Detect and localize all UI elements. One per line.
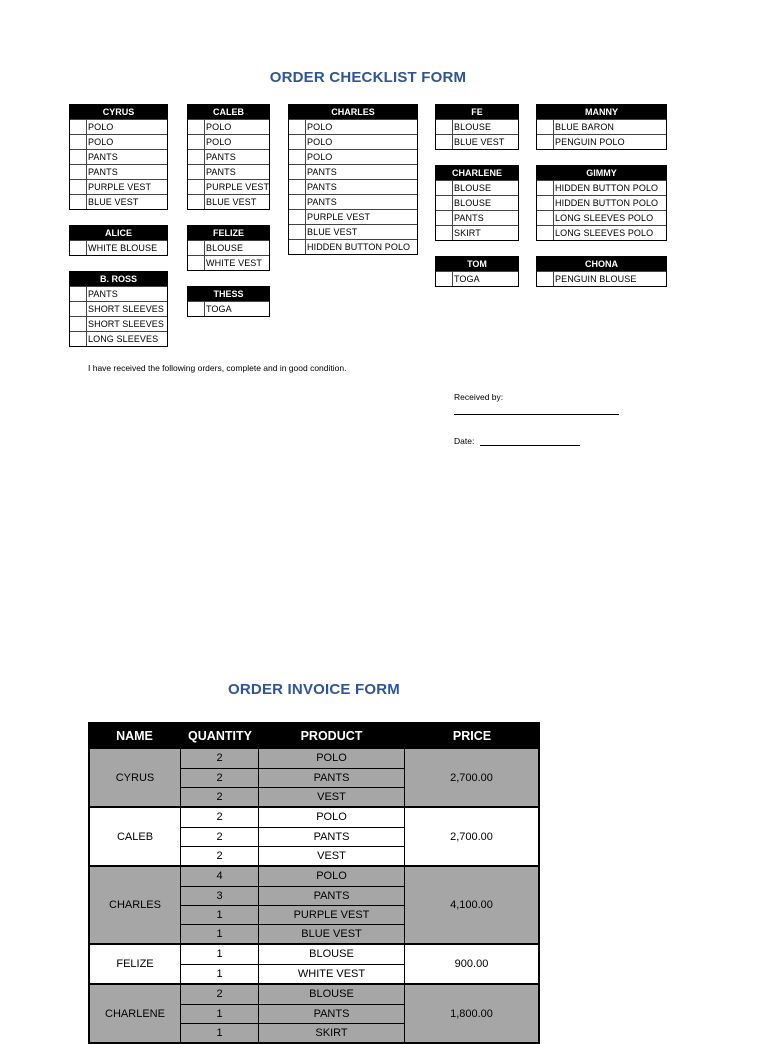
checklist-row xyxy=(537,134,666,149)
checklist-row xyxy=(289,179,417,194)
item-label: POLO xyxy=(88,122,114,132)
card-felize xyxy=(187,225,270,271)
checkbox[interactable] xyxy=(188,256,205,270)
checkbox[interactable] xyxy=(289,135,306,149)
card-thess xyxy=(187,286,270,317)
checkbox[interactable] xyxy=(70,120,87,134)
item-label: HIDDEN BUTTON POLO xyxy=(307,242,411,252)
card-header: CALEB xyxy=(188,105,269,119)
item-label: WHITE BLOUSE xyxy=(88,243,158,253)
item-label: TOGA xyxy=(206,304,232,314)
checkbox[interactable] xyxy=(188,195,205,209)
checklist-row xyxy=(537,225,666,240)
checkbox[interactable] xyxy=(537,211,554,225)
invoice-table xyxy=(88,722,540,1044)
card-header: CHARLENE xyxy=(436,166,518,180)
item-label: POLO xyxy=(307,122,333,132)
checklist-row xyxy=(289,224,417,239)
quantity-cell: 2 xyxy=(181,847,259,865)
quantity-cell: 2 xyxy=(181,808,259,827)
invoice-title: ORDER INVOICE FORM xyxy=(228,681,400,698)
item-label: PANTS xyxy=(88,167,118,177)
item-label: PANTS xyxy=(454,213,484,223)
card-cyrus xyxy=(69,104,168,210)
checkbox[interactable] xyxy=(70,180,87,194)
checkbox[interactable] xyxy=(188,120,205,134)
customer-name: CHARLENE xyxy=(90,985,181,1042)
quantity-cell: 2 xyxy=(181,985,259,1004)
checkbox[interactable] xyxy=(188,135,205,149)
product-cell: BLOUSE xyxy=(309,988,354,1000)
checklist-row xyxy=(70,134,167,149)
item-label: WHITE VEST xyxy=(206,258,263,268)
item-label: PANTS xyxy=(206,152,236,162)
invoice-group xyxy=(88,808,540,867)
card-fe xyxy=(435,104,519,150)
card-header: FELIZE xyxy=(188,226,269,240)
item-label: BLOUSE xyxy=(454,183,492,193)
checklist-row xyxy=(70,240,167,255)
card-header: CYRUS xyxy=(70,105,167,119)
card-charles xyxy=(288,104,418,255)
checkbox[interactable] xyxy=(537,135,554,149)
checklist-row xyxy=(436,195,518,210)
order-line xyxy=(181,768,404,787)
checkbox[interactable] xyxy=(70,241,87,255)
item-label: SKIRT xyxy=(454,228,481,238)
item-label: POLO xyxy=(88,137,114,147)
product-cell: BLUE VEST xyxy=(301,928,362,940)
checkbox[interactable] xyxy=(70,150,87,164)
order-line xyxy=(181,985,404,1004)
header-quantity: QUANTITY xyxy=(188,728,252,743)
checkbox[interactable] xyxy=(289,240,306,254)
product-cell: PANTS xyxy=(313,831,350,843)
received-by-label: Received by: xyxy=(454,392,504,402)
quantity-cell: 2 xyxy=(181,828,259,846)
item-label: BLUE BARON xyxy=(555,122,615,132)
header-price: PRICE xyxy=(452,728,492,743)
item-label: BLUE VEST xyxy=(88,197,139,207)
checkbox[interactable] xyxy=(188,165,205,179)
checklist-title: ORDER CHECKLIST FORM xyxy=(269,69,467,86)
card-header: B. ROSS xyxy=(70,272,167,286)
product-cell: POLO xyxy=(316,811,347,823)
checklist-row xyxy=(188,179,269,194)
checklist-row xyxy=(289,134,417,149)
checkbox[interactable] xyxy=(436,181,453,195)
checklist-row xyxy=(436,134,518,149)
checklist-row xyxy=(188,194,269,209)
checklist-row xyxy=(537,210,666,225)
checkbox[interactable] xyxy=(537,226,554,240)
receipt-statement: I have received the following orders, complete and in good condition. xyxy=(88,363,347,373)
quantity-cell: 2 xyxy=(181,749,259,768)
invoice-group xyxy=(88,985,540,1044)
checklist-row xyxy=(436,225,518,240)
item-label: HIDDEN BUTTON POLO xyxy=(555,198,659,208)
product-cell: VEST xyxy=(317,791,346,803)
customer-name: FELIZE xyxy=(90,945,181,983)
checkbox[interactable] xyxy=(436,211,453,225)
item-label: PURPLE VEST xyxy=(206,182,270,192)
card-charlene xyxy=(435,165,519,241)
checkbox[interactable] xyxy=(289,210,306,224)
customer-name: CALEB xyxy=(90,808,181,865)
checkbox[interactable] xyxy=(188,150,205,164)
order-line xyxy=(181,749,404,768)
checkbox[interactable] xyxy=(537,196,554,210)
invoice-group xyxy=(88,867,540,945)
item-label: POLO xyxy=(307,137,333,147)
checklist-row xyxy=(537,195,666,210)
checklist-row xyxy=(70,286,167,301)
checklist-row xyxy=(70,194,167,209)
quantity-cell: 2 xyxy=(181,788,259,806)
checklist-row xyxy=(436,119,518,134)
checkbox[interactable] xyxy=(70,332,87,346)
quantity-cell: 3 xyxy=(181,887,259,905)
item-label: PANTS xyxy=(307,197,337,207)
checkbox[interactable] xyxy=(289,165,306,179)
order-lines xyxy=(181,945,404,983)
checkbox[interactable] xyxy=(436,135,453,149)
checklist-row xyxy=(537,271,666,286)
item-label: PENGUIN BLOUSE xyxy=(555,274,637,284)
item-label: BLUE VEST xyxy=(206,197,257,207)
checklist-row xyxy=(188,255,269,270)
quantity-cell: 1 xyxy=(181,945,259,964)
item-label: POLO xyxy=(206,137,232,147)
item-label: PANTS xyxy=(307,182,337,192)
order-line xyxy=(181,886,404,905)
item-label: BLUE VEST xyxy=(454,137,505,147)
quantity-cell: 4 xyxy=(181,867,259,886)
card-header: FE xyxy=(436,105,518,119)
quantity-cell: 1 xyxy=(181,965,259,983)
checklist-row xyxy=(436,271,518,286)
checkbox[interactable] xyxy=(70,165,87,179)
item-label: LONG SLEEVES POLO xyxy=(555,213,654,223)
checkbox[interactable] xyxy=(436,226,453,240)
checklist-row xyxy=(70,316,167,331)
product-cell: POLO xyxy=(316,752,347,764)
invoice-header-row xyxy=(88,722,540,749)
date-line xyxy=(480,445,580,446)
item-label: PENGUIN POLO xyxy=(555,137,625,147)
card-header: THESS xyxy=(188,287,269,301)
order-line xyxy=(181,1023,404,1042)
checklist-row xyxy=(188,134,269,149)
received-by-signature-line xyxy=(454,414,619,415)
card-header: GIMMY xyxy=(537,166,666,180)
checklist-row xyxy=(537,180,666,195)
checklist-row xyxy=(188,149,269,164)
invoice-group xyxy=(88,749,540,808)
quantity-cell: 1 xyxy=(181,906,259,924)
order-lines xyxy=(181,867,404,943)
card-gimmy xyxy=(536,165,667,241)
checkbox[interactable] xyxy=(537,272,554,286)
item-label: POLO xyxy=(206,122,232,132)
invoice-group xyxy=(88,945,540,985)
checklist-row xyxy=(289,194,417,209)
order-lines xyxy=(181,985,404,1042)
order-line xyxy=(181,867,404,886)
card-caleb xyxy=(187,104,270,210)
customer-name: CHARLES xyxy=(90,867,181,943)
checklist-row xyxy=(436,210,518,225)
card-alice xyxy=(69,225,168,256)
price-cell: 2,700.00 xyxy=(404,749,538,806)
checkbox[interactable] xyxy=(289,195,306,209)
item-label: PURPLE VEST xyxy=(307,212,371,222)
checklist-row xyxy=(188,119,269,134)
product-cell: VEST xyxy=(317,850,346,862)
customer-name: CYRUS xyxy=(90,749,181,806)
checklist-row xyxy=(188,240,269,255)
order-line xyxy=(181,924,404,943)
checkbox[interactable] xyxy=(289,120,306,134)
quantity-cell: 1 xyxy=(181,1024,259,1042)
item-label: BLUE VEST xyxy=(307,227,358,237)
checkbox[interactable] xyxy=(70,287,87,301)
checkbox[interactable] xyxy=(436,196,453,210)
order-lines xyxy=(181,808,404,865)
card-tom xyxy=(435,256,519,287)
item-label: PANTS xyxy=(88,289,118,299)
checkbox[interactable] xyxy=(289,150,306,164)
checklist-row xyxy=(70,331,167,346)
item-label: LONG SLEEVES POLO xyxy=(555,228,654,238)
checklist-row xyxy=(289,164,417,179)
item-label: PURPLE VEST xyxy=(88,182,152,192)
checkbox[interactable] xyxy=(537,181,554,195)
product-cell: PANTS xyxy=(313,1008,350,1020)
checkbox[interactable] xyxy=(188,241,205,255)
checklist-row xyxy=(289,149,417,164)
checkbox[interactable] xyxy=(70,317,87,331)
card-header: TOM xyxy=(436,257,518,271)
checkbox[interactable] xyxy=(70,135,87,149)
checkbox[interactable] xyxy=(436,272,453,286)
order-lines xyxy=(181,749,404,806)
item-label: BLOUSE xyxy=(454,122,492,132)
item-label: LONG SLEEVES xyxy=(88,334,159,344)
date-label: Date: xyxy=(454,436,475,446)
card-header: CHONA xyxy=(537,257,666,271)
product-cell: WHITE VEST xyxy=(297,968,366,980)
order-line xyxy=(181,827,404,846)
checkbox[interactable] xyxy=(188,302,205,316)
checklist-row xyxy=(289,239,417,254)
product-cell: BLOUSE xyxy=(309,948,354,960)
checklist-row xyxy=(537,119,666,134)
card-header: ALICE xyxy=(70,226,167,240)
card-header: CHARLES xyxy=(289,105,417,119)
card-manny xyxy=(536,104,667,150)
header-name: NAME xyxy=(116,728,153,743)
item-label: SHORT SLEEVES xyxy=(88,319,164,329)
item-label: POLO xyxy=(307,152,333,162)
item-label: PANTS xyxy=(206,167,236,177)
item-label: BLOUSE xyxy=(454,198,492,208)
checklist-row xyxy=(188,164,269,179)
quantity-cell: 2 xyxy=(181,769,259,787)
checklist-row xyxy=(436,180,518,195)
price-cell: 2,700.00 xyxy=(404,808,538,865)
order-line xyxy=(181,846,404,865)
item-label: BLOUSE xyxy=(206,243,244,253)
item-label: PANTS xyxy=(88,152,118,162)
price-cell: 1,800.00 xyxy=(404,985,538,1042)
checklist-row xyxy=(70,119,167,134)
card-header: MANNY xyxy=(537,105,666,119)
product-cell: PANTS xyxy=(313,890,350,902)
order-line xyxy=(181,787,404,806)
price-cell: 4,100.00 xyxy=(404,867,538,943)
quantity-cell: 1 xyxy=(181,1005,259,1023)
item-label: PANTS xyxy=(307,167,337,177)
order-line xyxy=(181,964,404,983)
product-cell: POLO xyxy=(316,870,347,882)
item-label: HIDDEN BUTTON POLO xyxy=(555,183,659,193)
product-cell: PURPLE VEST xyxy=(293,909,370,921)
price-cell: 900.00 xyxy=(404,945,538,983)
checkbox[interactable] xyxy=(537,120,554,134)
checklist-row xyxy=(188,301,269,316)
checklist-row xyxy=(70,164,167,179)
order-line xyxy=(181,905,404,924)
product-cell: SKIRT xyxy=(315,1027,348,1039)
card-bross xyxy=(69,271,168,347)
card-chona xyxy=(536,256,667,287)
invoice-body xyxy=(88,749,540,1044)
checkbox[interactable] xyxy=(188,180,205,194)
checklist-row xyxy=(70,149,167,164)
checkbox[interactable] xyxy=(436,120,453,134)
order-line xyxy=(181,945,404,964)
checkbox[interactable] xyxy=(289,225,306,239)
item-label: TOGA xyxy=(454,274,480,284)
quantity-cell: 1 xyxy=(181,925,259,943)
checklist-row xyxy=(70,301,167,316)
checkbox[interactable] xyxy=(289,180,306,194)
checklist-row xyxy=(289,119,417,134)
order-line xyxy=(181,808,404,827)
header-product: PRODUCT xyxy=(300,728,363,743)
checklist-row xyxy=(70,179,167,194)
item-label: SHORT SLEEVES xyxy=(88,304,164,314)
checkbox[interactable] xyxy=(70,302,87,316)
order-line xyxy=(181,1004,404,1023)
product-cell: PANTS xyxy=(313,772,350,784)
checklist-row xyxy=(289,209,417,224)
checkbox[interactable] xyxy=(70,195,87,209)
